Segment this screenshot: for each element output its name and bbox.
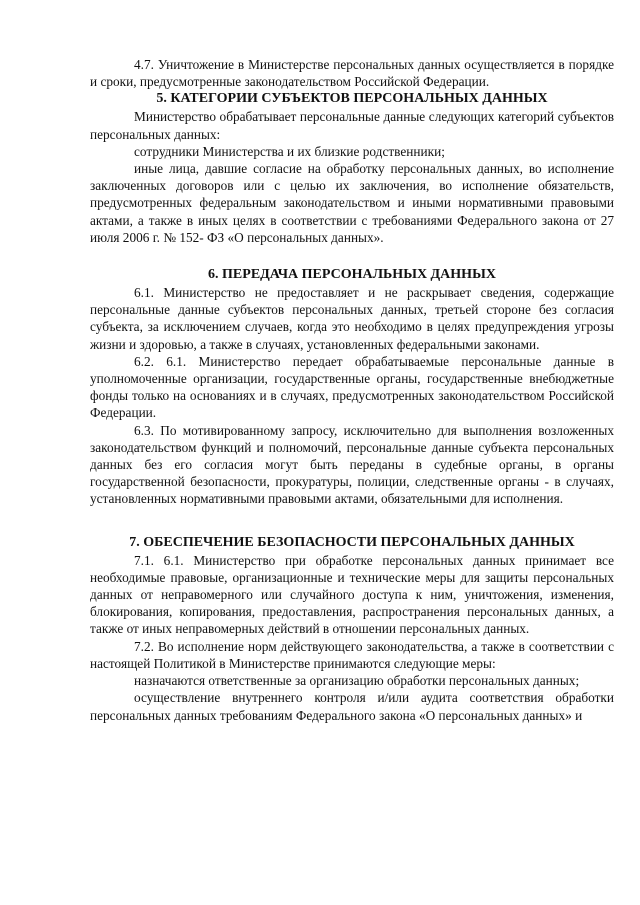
section-7-item-2: осуществление внутреннего контроля и/или аудита соответствия обработки персональных данных требованиям Федерального закона «О персональных данных» и bbox=[90, 690, 614, 723]
paragraph-6-2: 6.2. 6.1. Министерство передает обрабатываемые персональные данные в уполномоченные организации, государственные органы, государственные внебюджетные фонды только на основаниях и в случаях, предусмотренных законодательством Российской Федерации. bbox=[90, 353, 614, 421]
paragraph-7-1: 7.1. 6.1. Министерство при обработке персональных данных принимает все необходимые правовые, организационные и технические меры для защиты персональных данных от неправомерного или случайного доступа к ним, уничтожения, изменения, блокирования, копирования, предоставления, распространения персональных данных, а также от иных неправомерных действий в отношении персональных данных. bbox=[90, 552, 614, 637]
section-5-heading: 5. КАТЕГОРИИ СУБЪЕКТОВ ПЕРСОНАЛЬНЫХ ДАННЫХ bbox=[156, 91, 548, 107]
paragraph-7-2: 7.2. Во исполнение норм действующего законодательства, а также в соответствии с настоящей Политикой в Министерстве принимаются следующие меры: bbox=[90, 638, 614, 671]
section-7-item-1: назначаются ответственные за организацию обработки персональных данных; bbox=[134, 673, 580, 689]
section-6-heading: 6. ПЕРЕДАЧА ПЕРСОНАЛЬНЫХ ДАННЫХ bbox=[208, 267, 496, 283]
section-5-item-2: иные лица, давшие согласие на обработку персональных данных, во исполнение заключенных договоров или с целью их заключения, во исполнение обязательств, предусмотренных федеральным законодательством и иными нормативными правовыми актами, а также в иных целях в соответствии с требованиями Федерального закона от 27 июля 2006 г. № 152- ФЗ «О персональных данных». bbox=[90, 161, 614, 245]
paragraph-4-7: 4.7. Уничтожение в Министерстве персональных данных осуществляется в порядке и сроки, предусмотренные законодательством Российской Федерации. bbox=[90, 57, 614, 90]
paragraph-6-3: 6.3. По мотивированному запросу, исключительно для выполнения возложенных законодательством функций и полномочий, персональные данные субъекта персональных данных без его согласия могут быть переданы в судебные органы, в органы государственной безопасности, прокуратуры, полиции, следственные органы - в случаях, установленных нормативными правовыми актами, обязательными для исполнения. bbox=[90, 422, 614, 507]
section-5-item-1: сотрудники Министерства и их близкие родственники; bbox=[134, 143, 445, 159]
section-7-heading: 7. ОБЕСПЕЧЕНИЕ БЕЗОПАСНОСТИ ПЕРСОНАЛЬНЫХ ДАННЫХ bbox=[129, 534, 575, 550]
section-5-intro: Министерство обрабатывает персональные данные следующих категорий субъектов персональных данных: bbox=[90, 109, 614, 142]
paragraph-6-1: 6.1. Министерство не предоставляет и не раскрывает сведения, содержащие персональные данные субъектов персональных данных, третьей стороне без согласия субъекта, за исключением случаев, когда это необходимо в целях предупреждения угрозы жизни и здоровью, а также в случаях, установленных федеральными законами. bbox=[90, 285, 614, 352]
